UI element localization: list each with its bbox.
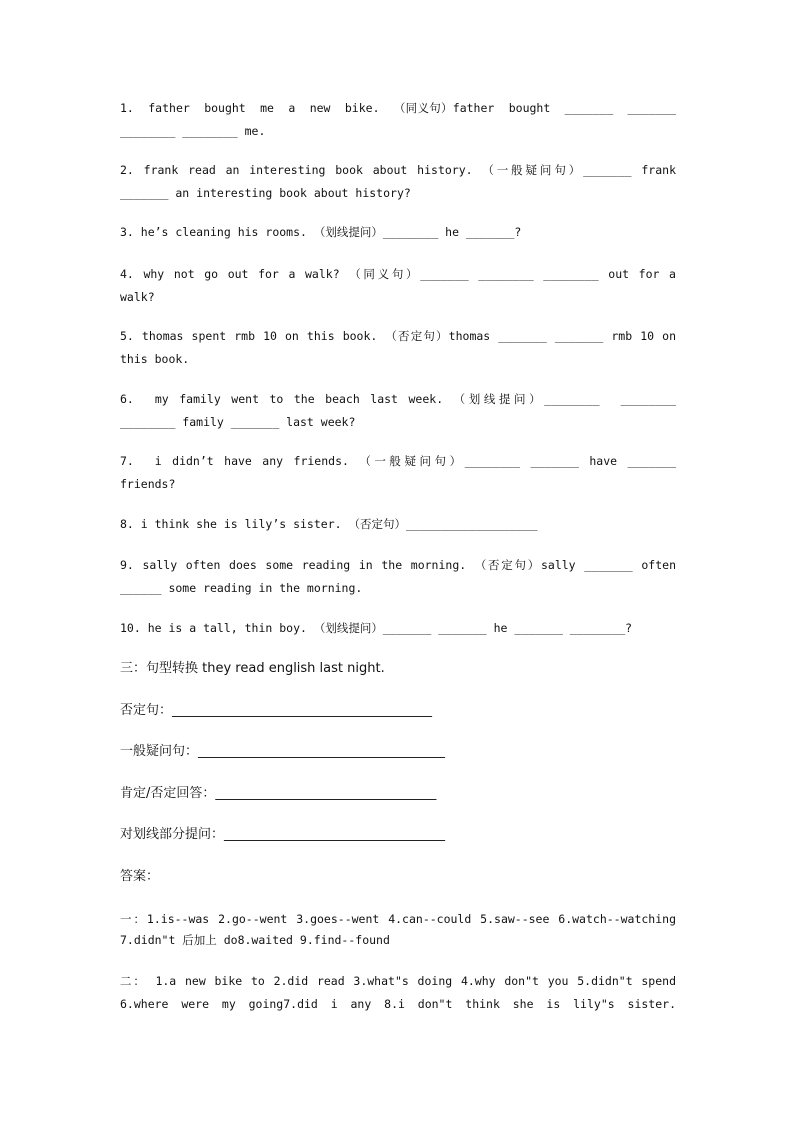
- item-1-line-1: 1. father bought me a new bike. （同义句）father bought _______ _______: [120, 101, 676, 115]
- negative-sentence-prompt: 否定句：________________________________________: [120, 703, 433, 718]
- item-1-line-2: ________ ________ me.: [120, 124, 266, 138]
- answer-part-1-line-2: 7.didn"t 后加上 do8.waited 9.find--found: [120, 933, 390, 947]
- item-3-line-1: 3. he’s cleaning his rooms. （划线提问）________ he _______?: [120, 225, 522, 239]
- general-question-prompt: 一般疑问句：______________________________________: [120, 744, 446, 759]
- item-9-line-1: 9. sally often does some reading in the morning. （否定句）sally _______ often: [120, 558, 676, 572]
- answer-part-1-line-1: 一：1.is--was 2.go--went 3.goes--went 4.can--could 5.saw--see 6.watch--watching: [120, 912, 676, 926]
- section-3-heading: 三：句型转换 they read english last night.: [120, 661, 385, 676]
- item-4-line-2: walk?: [120, 290, 155, 304]
- item-2-line-2: _______ an interesting book about history?: [120, 186, 411, 200]
- answer-part-2-line-2: 6.where were my going7.did i any 8.i don"t think she is lily"s sister.: [120, 997, 676, 1011]
- item-4-line-1: 4. why not go out for a walk? （同义句）_______ ________ ________ out for a: [120, 267, 676, 281]
- item-5-line-2: this book.: [120, 352, 190, 366]
- item-5-line-1: 5. thomas spent rmb 10 on this book. （否定句）thomas _______ _______ rmb 10 on: [120, 329, 676, 343]
- item-8-line-1: 8. i think she is lily’s sister. （否定句）___________________: [120, 517, 538, 531]
- item-6-line-1: 6. my family went to the beach last week. （划线提问）________ ________: [120, 392, 676, 406]
- answer-part-2-line-1: 二： 1.a new bike to 2.did read 3.what"s doing 4.why don"t you 5.didn"t spend: [120, 974, 676, 988]
- item-6-line-2: ________ family _______ last week?: [120, 415, 356, 429]
- answer-key-title: 答案：: [120, 869, 160, 884]
- item-2-line-1: 2. frank read an interesting book about history. （一般疑问句）_______ frank: [120, 163, 676, 177]
- wh-question-prompt: 对划线部分提问：__________________________________: [120, 827, 446, 842]
- yes-no-answer-prompt: 肯定/否定回答：__________________________________: [120, 786, 437, 801]
- item-10-line-1: 10. he is a tall, thin boy. （划线提问）_______ _______ he _______ ________?: [120, 621, 633, 635]
- item-9-line-2: ______ some reading in the morning.: [120, 581, 363, 595]
- item-7-line-1: 7. i didn’t have any friends. （一般疑问句）________ _______ have _______: [120, 454, 676, 468]
- item-7-line-2: friends?: [120, 477, 176, 491]
